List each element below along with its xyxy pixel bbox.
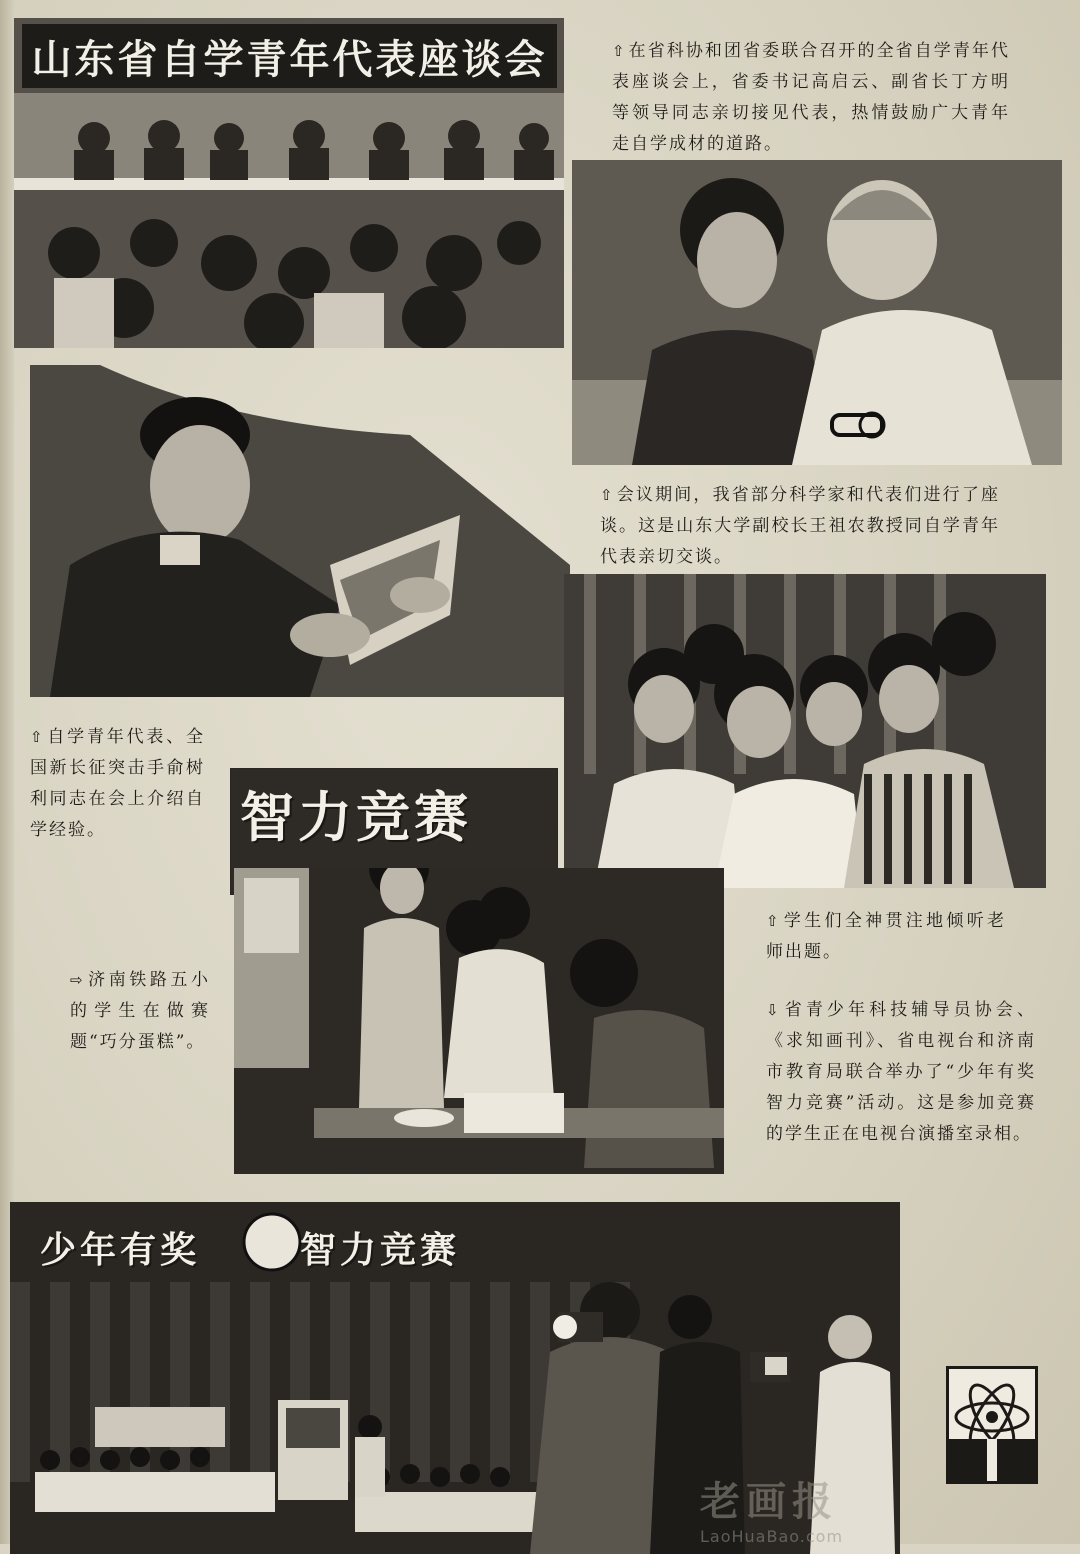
atom-logo-art — [949, 1369, 1035, 1481]
contest-photo-art — [234, 868, 724, 1174]
reader-photo — [30, 365, 570, 697]
right-arrow-icon: ⇨ — [70, 971, 85, 989]
up-arrow-icon: ⇧ — [600, 486, 615, 504]
meeting-banner-title: 山东省自学青年代表座谈会 — [22, 24, 557, 88]
down-arrow-icon: ⇩ — [766, 1001, 781, 1019]
atom-logo-icon — [946, 1366, 1038, 1484]
caption-students — [766, 906, 1006, 968]
up-arrow-icon: ⇧ — [766, 912, 781, 930]
caption-reader-text: 自学青年代表、全国新长征突击手俞树利同志在会上介绍自学经验。 — [30, 727, 205, 840]
watermark — [700, 1470, 940, 1546]
caption-students-text: 学生们全神贯注地倾听老师出题。 — [766, 911, 1006, 962]
students-photo-art — [564, 574, 1046, 888]
contest-banner-title: 智力竞赛 — [240, 786, 472, 849]
up-arrow-icon: ⇧ — [30, 728, 45, 746]
watermark-sub: LaoHuaBao.com — [700, 1527, 844, 1546]
caption-conversation-text: 在省科协和团省委联合召开的全省自学青年代表座谈会上，省委书记高启云、副省长丁方明等领导同志亲切接见代表，热情鼓励广大青年走自学成材的道路。 — [612, 41, 1010, 154]
caption-reader — [30, 722, 205, 846]
watermark-main: 老画报 — [700, 1479, 838, 1525]
caption-scientists — [600, 480, 1000, 573]
caption-railway-text: 济南铁路五小的学生在做赛题“巧分蛋糕”。 — [70, 970, 210, 1052]
caption-railway — [70, 965, 210, 1058]
reader-photo-art — [30, 365, 570, 697]
studio-banner-right: 智力竞赛 — [300, 1230, 461, 1271]
caption-contest-text: 省青少年科技辅导员协会、《求知画刊》、省电视台和济南市教育局联合举办了“少年有奖智力竞赛”活动。这是参加竞赛的学生正在电视台演播室录相。 — [766, 1000, 1036, 1144]
caption-conversation — [612, 36, 1010, 160]
students-listening-photo — [564, 574, 1046, 888]
caption-contest — [766, 995, 1036, 1150]
up-arrow-icon: ⇧ — [612, 42, 627, 60]
conversation-photo-art — [572, 160, 1062, 465]
caption-scientists-text: 会议期间，我省部分科学家和代表们进行了座谈。这是山东大学副校长王祖农教授同自学青年代表亲切交谈。 — [600, 485, 1000, 567]
contest-photo-main — [234, 868, 724, 1174]
conversation-photo — [572, 160, 1062, 465]
studio-banner-left: 少年有奖 — [40, 1230, 201, 1271]
